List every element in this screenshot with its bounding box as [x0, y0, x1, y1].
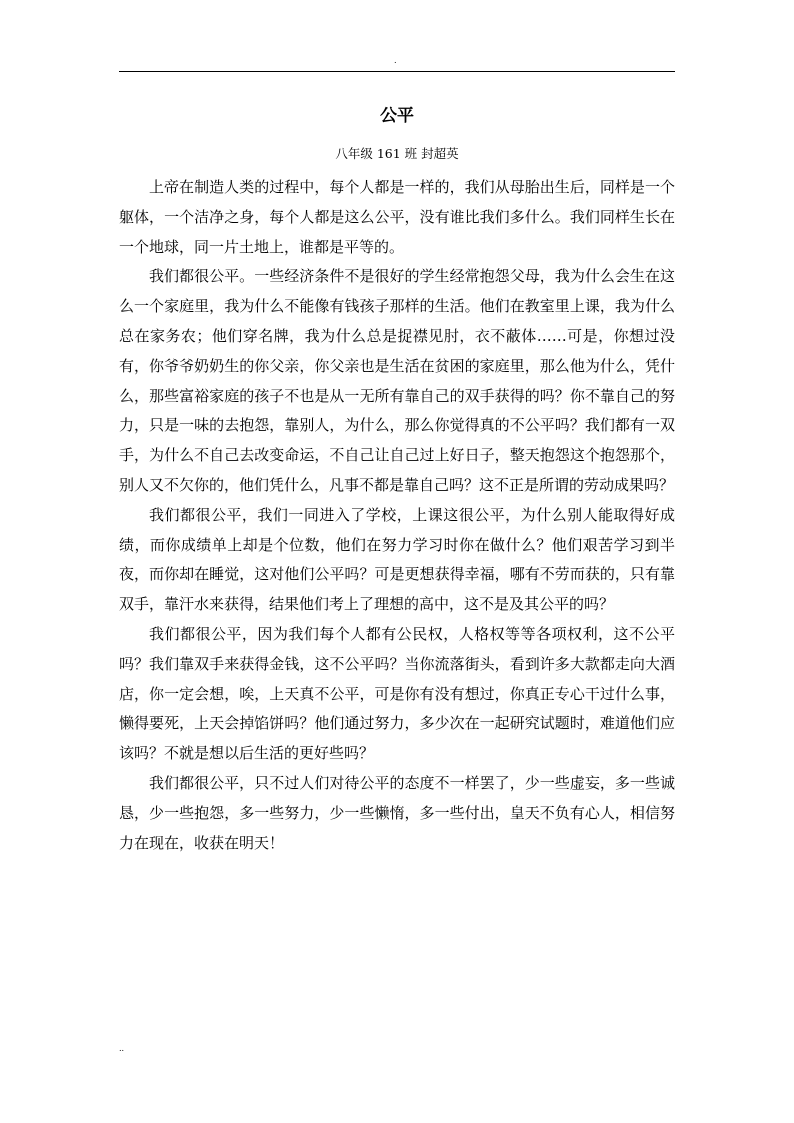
paragraph-1: 上帝在制造人类的过程中，每个人都是一样的，我们从母胎出生后，同样是一个躯体，一个洁净之身，每个人都是这么公平，没有谁比我们多什么。我们同样生长在一个地球，同一片土地上，谁都是平等的。 — [119, 178, 675, 256]
document-title: 公平 — [380, 106, 414, 126]
paragraph-2: 我们都很公平。一些经济条件不是很好的学生经常抱怨父母，我为什么会生在这么一个家庭里，我为什么不能像有钱孩子那样的生活。他们在教室里上课，我为什么总在家务农；他们穿名牌，我为什么总是捉襟见肘，衣不蔽体……可是，你想过没有，你爷爷奶奶生的你父亲，你父亲也是生活在贫困的家庭里，那么他为什么，凭什么，那些富裕家庭的孩子不也是从一无所有靠自己的双手获得的吗？你不靠自己的努力，只是一味的去抱怨，靠别人，为什么，那么你觉得真的不公平吗？我们都有一双手，为什么不自己去改变命运，不自己让自己过上好日子，整天抱怨这个抱怨那个，别人又不欠你的，他们凭什么，凡事不都是靠自己吗？这不正是所谓的劳动成果吗？ — [119, 267, 675, 494]
footer-mark: .. — [119, 1044, 125, 1053]
header-divider — [119, 71, 675, 72]
paragraph-3: 我们都很公平，我们一同进入了学校，上课这很公平，为什么别人能取得好成绩，而你成绩单上却是个位数，他们在努力学习时你在做什么？他们艰苦学习到半夜，而你却在睡觉，这对他们公平吗？可是更想获得幸福，哪有不劳而获的，只有靠双手，靠汗水来获得，结果他们考上了理想的高中，这不是及其公平的吗？ — [119, 505, 675, 614]
paragraph-5: 我们都很公平，只不过人们对待公平的态度不一样罢了，少一些虚妄，多一些诚恳，少一些抱怨，多一些努力，少一些懒惰，多一些付出，皇天不负有心人，相信努力在现在，收获在明天！ — [119, 773, 675, 852]
author-byline: 八年级 161 班 封超英 — [335, 146, 459, 161]
paragraph-4: 我们都很公平，因为我们每个人都有公民权，人格权等等各项权利，这不公平吗？我们靠双手来获得金钱，这不公平吗？当你流落街头，看到许多大款都走向大酒店，你一定会想，唉，上天真不公平，可是你有没有想过，你真正专心干过什么事，懒得要死，上天会掉馅饼吗？他们通过努力，多少次在一起研究试题时，难道他们应该吗？不就是想以后生活的更好些吗？ — [119, 624, 675, 763]
header-mark: . — [394, 56, 397, 65]
essay-body — [119, 173, 675, 858]
